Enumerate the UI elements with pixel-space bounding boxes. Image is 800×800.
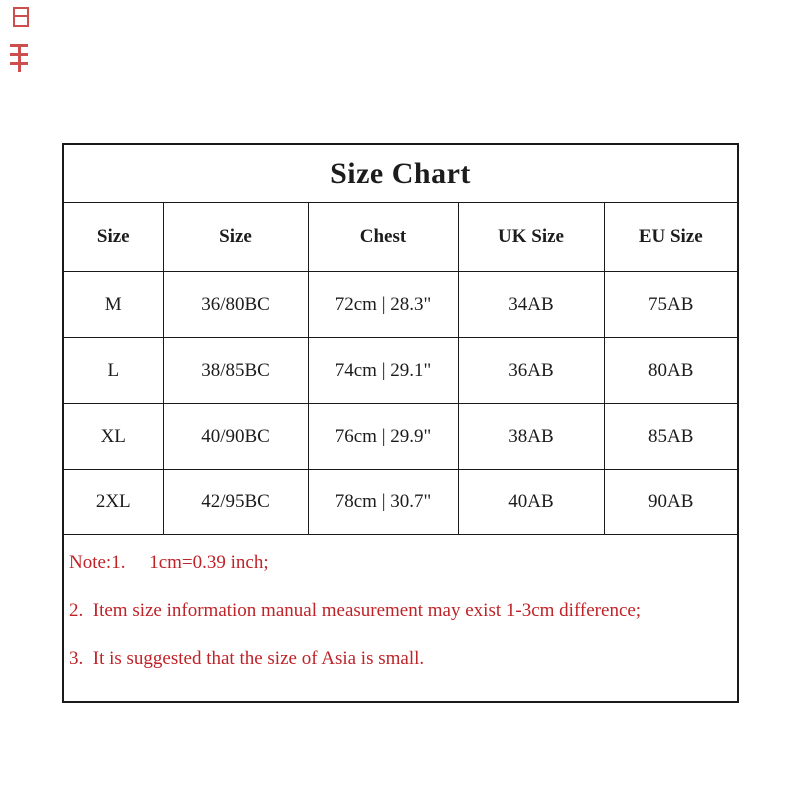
- uk-size-cell: 36AB: [458, 338, 604, 404]
- uk-size-cell: 38AB: [458, 404, 604, 470]
- eu-size-cell: 75AB: [604, 272, 738, 338]
- size-chart-table: [62, 143, 739, 703]
- eu-size-cell: 85AB: [604, 404, 738, 470]
- column-header-eu-size: EU Size: [604, 203, 738, 272]
- note-line-3: 3. It is suggested that the size of Asia is small.: [69, 648, 425, 669]
- chest-cell: 72cm | 28.3": [308, 272, 458, 338]
- note-line-1: Note:1. 1cm=0.39 inch;: [69, 552, 269, 573]
- uk-size-cell: 40AB: [458, 470, 604, 535]
- table-row-m: [63, 272, 738, 338]
- size-cell: M: [63, 272, 163, 338]
- chest-cell: 74cm | 29.1": [308, 338, 458, 404]
- size-cn-cell: 36/80BC: [163, 272, 308, 338]
- title-row: [63, 144, 738, 203]
- chest-cell: 78cm | 30.7": [308, 470, 458, 535]
- table-row-l: [63, 338, 738, 404]
- watermark-glyph-top: [13, 7, 29, 27]
- size-cn-cell: 38/85BC: [163, 338, 308, 404]
- size-cn-cell: 40/90BC: [163, 404, 308, 470]
- note-line-2: 2. Item size information manual measurement may exist 1-3cm difference;: [69, 600, 642, 621]
- size-cell: XL: [63, 404, 163, 470]
- size-cell: L: [63, 338, 163, 404]
- table-row-xl: [63, 404, 738, 470]
- watermark-glyph-bottom: [9, 42, 29, 74]
- header-row: [63, 203, 738, 272]
- uk-size-cell: 34AB: [458, 272, 604, 338]
- chest-cell: 76cm | 29.9": [308, 404, 458, 470]
- column-header-size-cn: Size: [163, 203, 308, 272]
- eu-size-cell: 90AB: [604, 470, 738, 535]
- size-cell: 2XL: [63, 470, 163, 535]
- notes-cell: [63, 535, 738, 703]
- watermark-stroke: [18, 44, 21, 72]
- eu-size-cell: 80AB: [604, 338, 738, 404]
- table-row-2xl: [63, 470, 738, 535]
- column-header-size: Size: [63, 203, 163, 272]
- chart-title: Size Chart: [63, 144, 738, 203]
- column-header-chest: Chest: [308, 203, 458, 272]
- size-cn-cell: 42/95BC: [163, 470, 308, 535]
- watermark-stroke: [15, 15, 27, 17]
- notes-row: [63, 535, 738, 703]
- column-header-uk-size: UK Size: [458, 203, 604, 272]
